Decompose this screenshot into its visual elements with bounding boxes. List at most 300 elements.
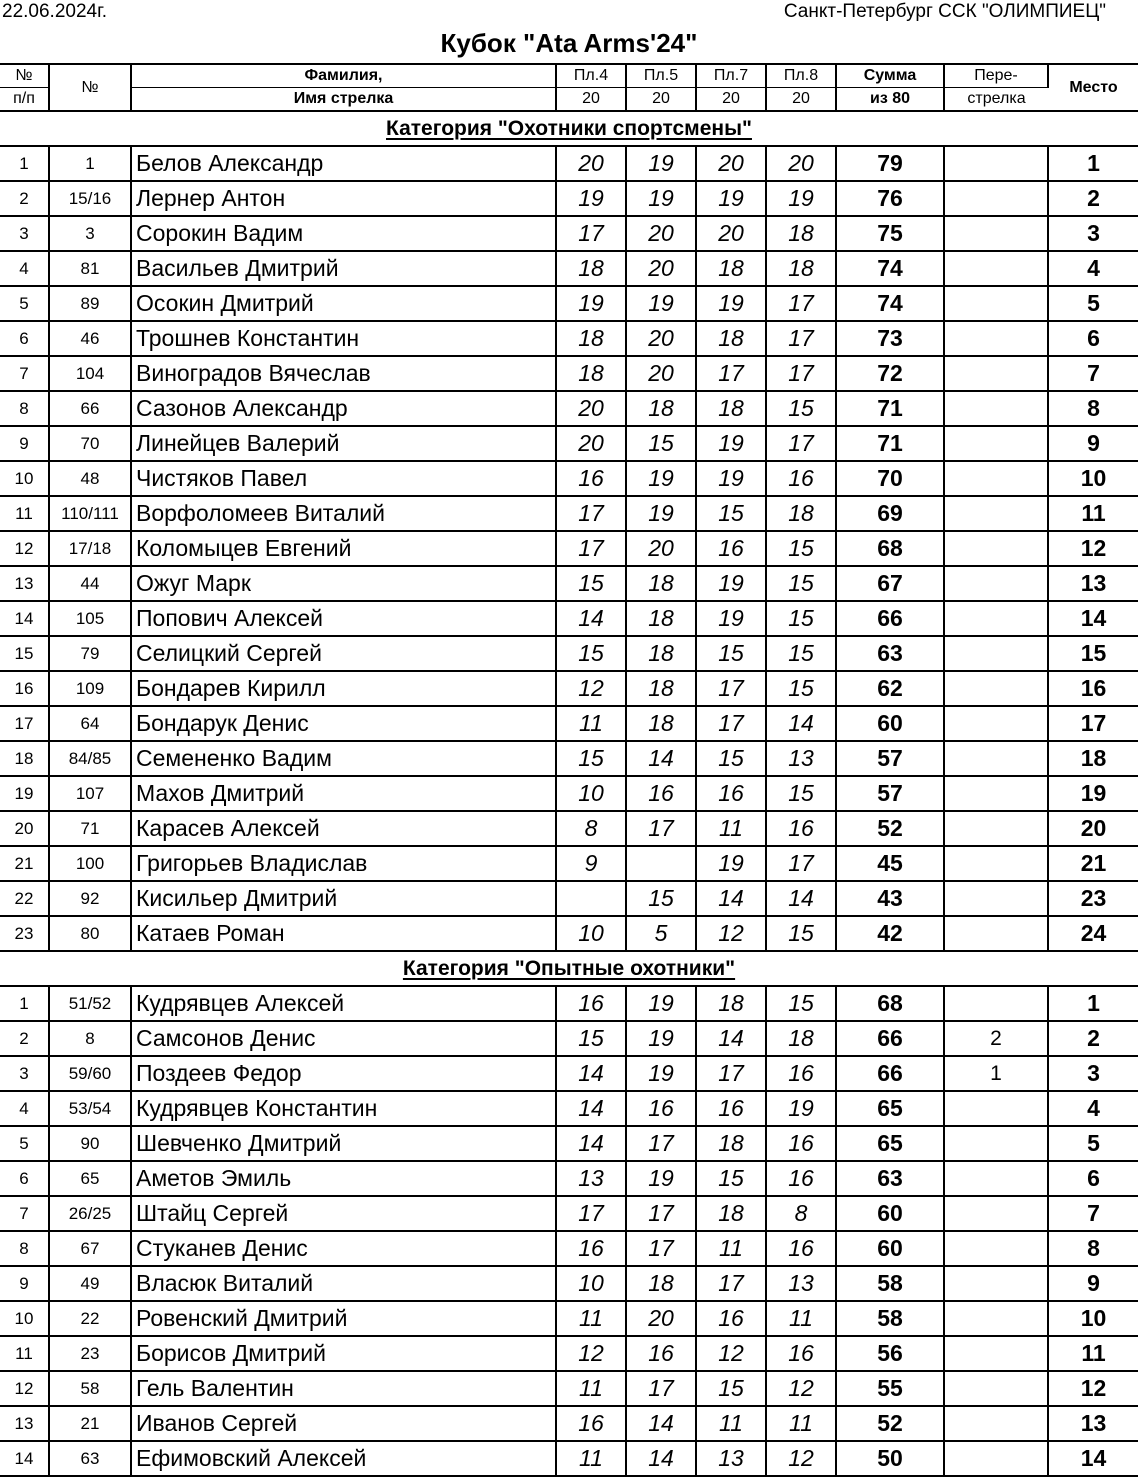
cell-total: 57 — [836, 776, 944, 811]
cell-score-pl4: 13 — [556, 1161, 626, 1196]
cell-index: 2 — [0, 1021, 49, 1056]
cell-score-pl5: 19 — [626, 181, 696, 216]
cell-shooter-number: 70 — [49, 426, 131, 461]
cell-index: 8 — [0, 391, 49, 426]
cell-shootoff — [944, 1266, 1048, 1301]
cell-index: 12 — [0, 531, 49, 566]
cell-score-pl8: 16 — [766, 811, 836, 846]
cell-total: 66 — [836, 1056, 944, 1091]
cell-total: 55 — [836, 1371, 944, 1406]
cell-total: 71 — [836, 391, 944, 426]
cell-score-pl4: 14 — [556, 1056, 626, 1091]
cell-shooter-name: Поздеев Федор — [131, 1056, 556, 1091]
cell-total: 58 — [836, 1266, 944, 1301]
cell-total: 75 — [836, 216, 944, 251]
col-name-top: Фамилия, — [131, 64, 556, 88]
header-row-top — [0, 64, 1138, 88]
cell-score-pl5: 16 — [626, 1336, 696, 1371]
cell-index: 19 — [0, 776, 49, 811]
cell-total: 74 — [836, 286, 944, 321]
cell-total: 70 — [836, 461, 944, 496]
cell-score-pl8: 11 — [766, 1301, 836, 1336]
table-row — [0, 286, 1138, 321]
cell-total: 57 — [836, 741, 944, 776]
cell-place: 13 — [1048, 1406, 1138, 1441]
cell-score-pl5: 15 — [626, 881, 696, 916]
cell-score-pl8: 16 — [766, 1161, 836, 1196]
document-title: Кубок "Ata Arms'24" — [440, 28, 698, 58]
table-row — [0, 636, 1138, 671]
cell-score-pl5: 17 — [626, 1126, 696, 1161]
cell-score-pl7: 19 — [696, 461, 766, 496]
cell-shooter-name: Катаев Роман — [131, 916, 556, 951]
col-idx-bottom: п/п — [0, 88, 49, 112]
cell-shooter-name: Коломыцев Евгений — [131, 531, 556, 566]
cell-shooter-name: Иванов Сергей — [131, 1406, 556, 1441]
cell-shooter-name: Кисильер Дмитрий — [131, 881, 556, 916]
cell-shooter-name: Ефимовский Алексей — [131, 1441, 556, 1476]
cell-shooter-number: 109 — [49, 671, 131, 706]
cell-place: 1 — [1048, 986, 1138, 1021]
table-row — [0, 776, 1138, 811]
cell-score-pl5: 18 — [626, 601, 696, 636]
table-row — [0, 741, 1138, 776]
table-row — [0, 321, 1138, 356]
cell-shooter-name: Борисов Дмитрий — [131, 1336, 556, 1371]
table-row — [0, 986, 1138, 1021]
cell-score-pl8: 17 — [766, 356, 836, 391]
cell-score-pl5: 19 — [626, 496, 696, 531]
cell-shooter-number: 26/25 — [49, 1196, 131, 1231]
col-place-header: Место — [1048, 64, 1138, 111]
col-s1-top: Пл.4 — [556, 64, 626, 88]
cell-shooter-number: 51/52 — [49, 986, 131, 1021]
cell-score-pl5: 20 — [626, 251, 696, 286]
cell-score-pl7: 17 — [696, 1266, 766, 1301]
cell-score-pl4: 16 — [556, 986, 626, 1021]
cell-index: 20 — [0, 811, 49, 846]
cell-score-pl5: 17 — [626, 811, 696, 846]
table-row — [0, 601, 1138, 636]
cell-score-pl4: 15 — [556, 636, 626, 671]
table-row — [0, 566, 1138, 601]
cell-shooter-name: Семененко Вадим — [131, 741, 556, 776]
cell-shooter-number: 58 — [49, 1371, 131, 1406]
cell-shootoff — [944, 1441, 1048, 1476]
cell-shootoff — [944, 426, 1048, 461]
cell-score-pl4 — [556, 881, 626, 916]
cell-shooter-name: Ровенский Дмитрий — [131, 1301, 556, 1336]
cell-place: 11 — [1048, 1336, 1138, 1371]
cell-score-pl7: 12 — [696, 916, 766, 951]
cell-total: 45 — [836, 846, 944, 881]
cell-shooter-number: 17/18 — [49, 531, 131, 566]
cell-score-pl4: 19 — [556, 286, 626, 321]
cell-score-pl4: 15 — [556, 741, 626, 776]
cell-score-pl7: 17 — [696, 356, 766, 391]
cell-place: 16 — [1048, 671, 1138, 706]
cell-score-pl5: 14 — [626, 1406, 696, 1441]
cell-index: 18 — [0, 741, 49, 776]
cell-score-pl8: 20 — [766, 146, 836, 181]
cell-shootoff — [944, 846, 1048, 881]
cell-score-pl7: 18 — [696, 1126, 766, 1161]
cell-score-pl4: 15 — [556, 566, 626, 601]
cell-shootoff — [944, 636, 1048, 671]
cell-shooter-name: Шевченко Дмитрий — [131, 1126, 556, 1161]
cell-score-pl7: 18 — [696, 1196, 766, 1231]
cell-score-pl5: 18 — [626, 391, 696, 426]
cell-index: 3 — [0, 216, 49, 251]
cell-shooter-number: 66 — [49, 391, 131, 426]
cell-total: 79 — [836, 146, 944, 181]
cell-index: 8 — [0, 1231, 49, 1266]
cell-score-pl8: 12 — [766, 1371, 836, 1406]
table-row — [0, 356, 1138, 391]
cell-score-pl8: 16 — [766, 1336, 836, 1371]
cell-shootoff — [944, 706, 1048, 741]
cell-score-pl8: 16 — [766, 1231, 836, 1266]
cell-shootoff — [944, 881, 1048, 916]
cell-score-pl4: 20 — [556, 426, 626, 461]
cell-total: 58 — [836, 1301, 944, 1336]
cell-shooter-number: 49 — [49, 1266, 131, 1301]
cell-shooter-name: Трошнев Константин — [131, 321, 556, 356]
cell-shooter-number: 44 — [49, 566, 131, 601]
cell-score-pl4: 16 — [556, 1231, 626, 1266]
cell-score-pl4: 11 — [556, 1371, 626, 1406]
table-row — [0, 706, 1138, 741]
col-s2-bottom: 20 — [626, 88, 696, 112]
cell-score-pl7: 11 — [696, 811, 766, 846]
cell-place: 13 — [1048, 566, 1138, 601]
cell-shooter-number: 59/60 — [49, 1056, 131, 1091]
cell-score-pl4: 18 — [556, 356, 626, 391]
cell-place: 10 — [1048, 461, 1138, 496]
cell-score-pl7: 15 — [696, 636, 766, 671]
table-row — [0, 1161, 1138, 1196]
cell-score-pl7: 19 — [696, 566, 766, 601]
cell-score-pl7: 14 — [696, 881, 766, 916]
cell-place: 11 — [1048, 496, 1138, 531]
col-shootoff-bottom: стрелка — [944, 88, 1048, 112]
cell-score-pl4: 14 — [556, 1126, 626, 1161]
cell-shootoff — [944, 1406, 1048, 1441]
cell-score-pl8: 17 — [766, 321, 836, 356]
cell-score-pl7: 16 — [696, 1301, 766, 1336]
cell-shooter-number: 46 — [49, 321, 131, 356]
cell-shooter-number: 22 — [49, 1301, 131, 1336]
cell-score-pl4: 17 — [556, 496, 626, 531]
cell-index: 5 — [0, 1126, 49, 1161]
category-header — [0, 951, 1138, 986]
cell-shooter-name: Попович Алексей — [131, 601, 556, 636]
cell-score-pl7: 11 — [696, 1231, 766, 1266]
cell-place: 8 — [1048, 391, 1138, 426]
cell-score-pl7: 17 — [696, 1056, 766, 1091]
cell-score-pl5: 18 — [626, 706, 696, 741]
cell-shootoff — [944, 496, 1048, 531]
col-s3-top: Пл.7 — [696, 64, 766, 88]
cell-total: 65 — [836, 1126, 944, 1161]
cell-shootoff: 2 — [944, 1021, 1048, 1056]
cell-index: 4 — [0, 251, 49, 286]
cell-shooter-name: Белов Александр — [131, 146, 556, 181]
col-num-header: № — [49, 64, 131, 111]
cell-score-pl4: 18 — [556, 321, 626, 356]
cell-total: 68 — [836, 531, 944, 566]
cell-score-pl7: 15 — [696, 741, 766, 776]
cell-score-pl4: 10 — [556, 916, 626, 951]
col-sum-bottom: из 80 — [836, 88, 944, 112]
cell-index: 13 — [0, 1406, 49, 1441]
cell-index: 2 — [0, 181, 49, 216]
cell-index: 11 — [0, 496, 49, 531]
cell-shootoff — [944, 1196, 1048, 1231]
cell-index: 15 — [0, 636, 49, 671]
cell-index: 7 — [0, 356, 49, 391]
table-row — [0, 1441, 1138, 1476]
col-s3-bottom: 20 — [696, 88, 766, 112]
cell-score-pl7: 18 — [696, 391, 766, 426]
cell-total: 63 — [836, 1161, 944, 1196]
cell-score-pl5: 19 — [626, 1056, 696, 1091]
cell-place: 24 — [1048, 916, 1138, 951]
category-title: Категория "Охотники спортсмены" — [386, 116, 752, 140]
cell-score-pl4: 11 — [556, 706, 626, 741]
cell-score-pl8: 16 — [766, 1126, 836, 1161]
cell-score-pl4: 15 — [556, 1021, 626, 1056]
cell-score-pl5: 5 — [626, 916, 696, 951]
cell-score-pl8: 15 — [766, 566, 836, 601]
cell-total: 73 — [836, 321, 944, 356]
cell-score-pl4: 18 — [556, 251, 626, 286]
cell-shooter-number: 105 — [49, 601, 131, 636]
cell-shooter-name: Власюк Виталий — [131, 1266, 556, 1301]
cell-score-pl8: 8 — [766, 1196, 836, 1231]
cell-score-pl8: 18 — [766, 251, 836, 286]
cell-shootoff — [944, 391, 1048, 426]
cell-shooter-number: 8 — [49, 1021, 131, 1056]
cell-score-pl7: 14 — [696, 1021, 766, 1056]
cell-shooter-name: Ворфоломеев Виталий — [131, 496, 556, 531]
cell-score-pl8: 15 — [766, 531, 836, 566]
cell-score-pl5: 17 — [626, 1371, 696, 1406]
cell-shooter-number: 92 — [49, 881, 131, 916]
cell-score-pl7: 19 — [696, 846, 766, 881]
cell-place: 4 — [1048, 1091, 1138, 1126]
cell-score-pl5: 18 — [626, 671, 696, 706]
cell-shooter-number: 79 — [49, 636, 131, 671]
cell-score-pl8: 17 — [766, 286, 836, 321]
category-title-cell — [0, 111, 1138, 146]
table-row — [0, 1266, 1138, 1301]
cell-index: 6 — [0, 1161, 49, 1196]
cell-shooter-number: 67 — [49, 1231, 131, 1266]
cell-total: 60 — [836, 706, 944, 741]
cell-shootoff — [944, 1091, 1048, 1126]
cell-place: 2 — [1048, 1021, 1138, 1056]
table-row — [0, 181, 1138, 216]
cell-shooter-name: Григорьев Владислав — [131, 846, 556, 881]
cell-shooter-number: 63 — [49, 1441, 131, 1476]
cell-score-pl8: 15 — [766, 636, 836, 671]
cell-index: 5 — [0, 286, 49, 321]
cell-shooter-name: Линейцев Валерий — [131, 426, 556, 461]
cell-index: 9 — [0, 426, 49, 461]
cell-score-pl7: 19 — [696, 286, 766, 321]
cell-shooter-name: Махов Дмитрий — [131, 776, 556, 811]
cell-index: 7 — [0, 1196, 49, 1231]
cell-score-pl8: 12 — [766, 1441, 836, 1476]
cell-total: 76 — [836, 181, 944, 216]
cell-shooter-name: Стуканев Денис — [131, 1231, 556, 1266]
cell-score-pl7: 20 — [696, 146, 766, 181]
col-idx-top: № — [0, 64, 49, 88]
cell-shooter-name: Чистяков Павел — [131, 461, 556, 496]
cell-score-pl4: 9 — [556, 846, 626, 881]
cell-place: 6 — [1048, 1161, 1138, 1196]
cell-shootoff — [944, 671, 1048, 706]
cell-index: 14 — [0, 601, 49, 636]
cell-score-pl8: 16 — [766, 1056, 836, 1091]
cell-place: 9 — [1048, 1266, 1138, 1301]
cell-index: 1 — [0, 986, 49, 1021]
results-table — [0, 63, 1138, 1477]
cell-shooter-number: 81 — [49, 251, 131, 286]
cell-score-pl5: 20 — [626, 356, 696, 391]
cell-index: 16 — [0, 671, 49, 706]
cell-shootoff — [944, 1301, 1048, 1336]
cell-shooter-number: 15/16 — [49, 181, 131, 216]
cell-place: 2 — [1048, 181, 1138, 216]
cell-shooter-name: Васильев Дмитрий — [131, 251, 556, 286]
table-row — [0, 916, 1138, 951]
cell-shooter-name: Кудрявцев Алексей — [131, 986, 556, 1021]
cell-place: 1 — [1048, 146, 1138, 181]
cell-score-pl5: 14 — [626, 1441, 696, 1476]
cell-place: 17 — [1048, 706, 1138, 741]
cell-shootoff: 1 — [944, 1056, 1048, 1091]
cell-shootoff — [944, 461, 1048, 496]
cell-index: 22 — [0, 881, 49, 916]
cell-index: 14 — [0, 1441, 49, 1476]
cell-index: 4 — [0, 1091, 49, 1126]
cell-score-pl4: 20 — [556, 146, 626, 181]
category-title-cell — [0, 951, 1138, 986]
cell-place: 12 — [1048, 1371, 1138, 1406]
cell-total: 66 — [836, 1021, 944, 1056]
cell-score-pl7: 16 — [696, 776, 766, 811]
cell-place: 15 — [1048, 636, 1138, 671]
col-sum-top: Сумма — [836, 64, 944, 88]
cell-score-pl7: 17 — [696, 671, 766, 706]
cell-score-pl4: 11 — [556, 1441, 626, 1476]
cell-score-pl4: 19 — [556, 181, 626, 216]
cell-index: 6 — [0, 321, 49, 356]
category-header — [0, 111, 1138, 146]
cell-index: 21 — [0, 846, 49, 881]
cell-total: 74 — [836, 251, 944, 286]
cell-index: 23 — [0, 916, 49, 951]
cell-score-pl5: 18 — [626, 566, 696, 601]
cell-place: 19 — [1048, 776, 1138, 811]
cell-place: 8 — [1048, 1231, 1138, 1266]
cell-score-pl8: 13 — [766, 1266, 836, 1301]
cell-shootoff — [944, 531, 1048, 566]
cell-shooter-name: Виноградов Вячеслав — [131, 356, 556, 391]
cell-place: 9 — [1048, 426, 1138, 461]
cell-shooter-number: 80 — [49, 916, 131, 951]
cell-shooter-number: 90 — [49, 1126, 131, 1161]
cell-index: 3 — [0, 1056, 49, 1091]
cell-score-pl5: 19 — [626, 986, 696, 1021]
cell-shooter-name: Штайц Сергей — [131, 1196, 556, 1231]
cell-score-pl7: 19 — [696, 426, 766, 461]
cell-score-pl5: 18 — [626, 636, 696, 671]
cell-shooter-name: Ожуг Марк — [131, 566, 556, 601]
cell-total: 52 — [836, 1406, 944, 1441]
cell-index: 17 — [0, 706, 49, 741]
cell-score-pl5: 17 — [626, 1231, 696, 1266]
cell-shootoff — [944, 986, 1048, 1021]
cell-score-pl5: 19 — [626, 1021, 696, 1056]
cell-shooter-name: Бондарев Кирилл — [131, 671, 556, 706]
cell-shootoff — [944, 566, 1048, 601]
cell-shooter-name: Осокин Дмитрий — [131, 286, 556, 321]
table-row — [0, 1091, 1138, 1126]
cell-shootoff — [944, 601, 1048, 636]
cell-score-pl5: 15 — [626, 426, 696, 461]
cell-total: 63 — [836, 636, 944, 671]
cell-shootoff — [944, 146, 1048, 181]
table-row — [0, 426, 1138, 461]
cell-score-pl8: 18 — [766, 216, 836, 251]
cell-score-pl4: 11 — [556, 1301, 626, 1336]
cell-shootoff — [944, 1336, 1048, 1371]
col-shootoff-top: Пере- — [944, 64, 1048, 88]
table-row — [0, 846, 1138, 881]
cell-shooter-number: 48 — [49, 461, 131, 496]
cell-score-pl5: 17 — [626, 1196, 696, 1231]
cell-score-pl4: 10 — [556, 1266, 626, 1301]
cell-score-pl4: 12 — [556, 1336, 626, 1371]
cell-score-pl5: 19 — [626, 286, 696, 321]
cell-score-pl4: 14 — [556, 1091, 626, 1126]
cell-shooter-number: 100 — [49, 846, 131, 881]
cell-score-pl4: 17 — [556, 531, 626, 566]
cell-shootoff — [944, 1161, 1048, 1196]
cell-total: 50 — [836, 1441, 944, 1476]
cell-index: 11 — [0, 1336, 49, 1371]
cell-place: 5 — [1048, 1126, 1138, 1161]
cell-score-pl4: 20 — [556, 391, 626, 426]
cell-score-pl8: 15 — [766, 776, 836, 811]
col-s4-top: Пл.8 — [766, 64, 836, 88]
cell-score-pl8: 15 — [766, 671, 836, 706]
cell-shooter-number: 107 — [49, 776, 131, 811]
cell-shootoff — [944, 286, 1048, 321]
table-row — [0, 496, 1138, 531]
cell-shootoff — [944, 1371, 1048, 1406]
cell-total: 56 — [836, 1336, 944, 1371]
cell-shooter-name: Сорокин Вадим — [131, 216, 556, 251]
cell-shooter-number: 89 — [49, 286, 131, 321]
col-s2-top: Пл.5 — [626, 64, 696, 88]
cell-total: 71 — [836, 426, 944, 461]
cell-total: 65 — [836, 1091, 944, 1126]
cell-score-pl8: 17 — [766, 846, 836, 881]
